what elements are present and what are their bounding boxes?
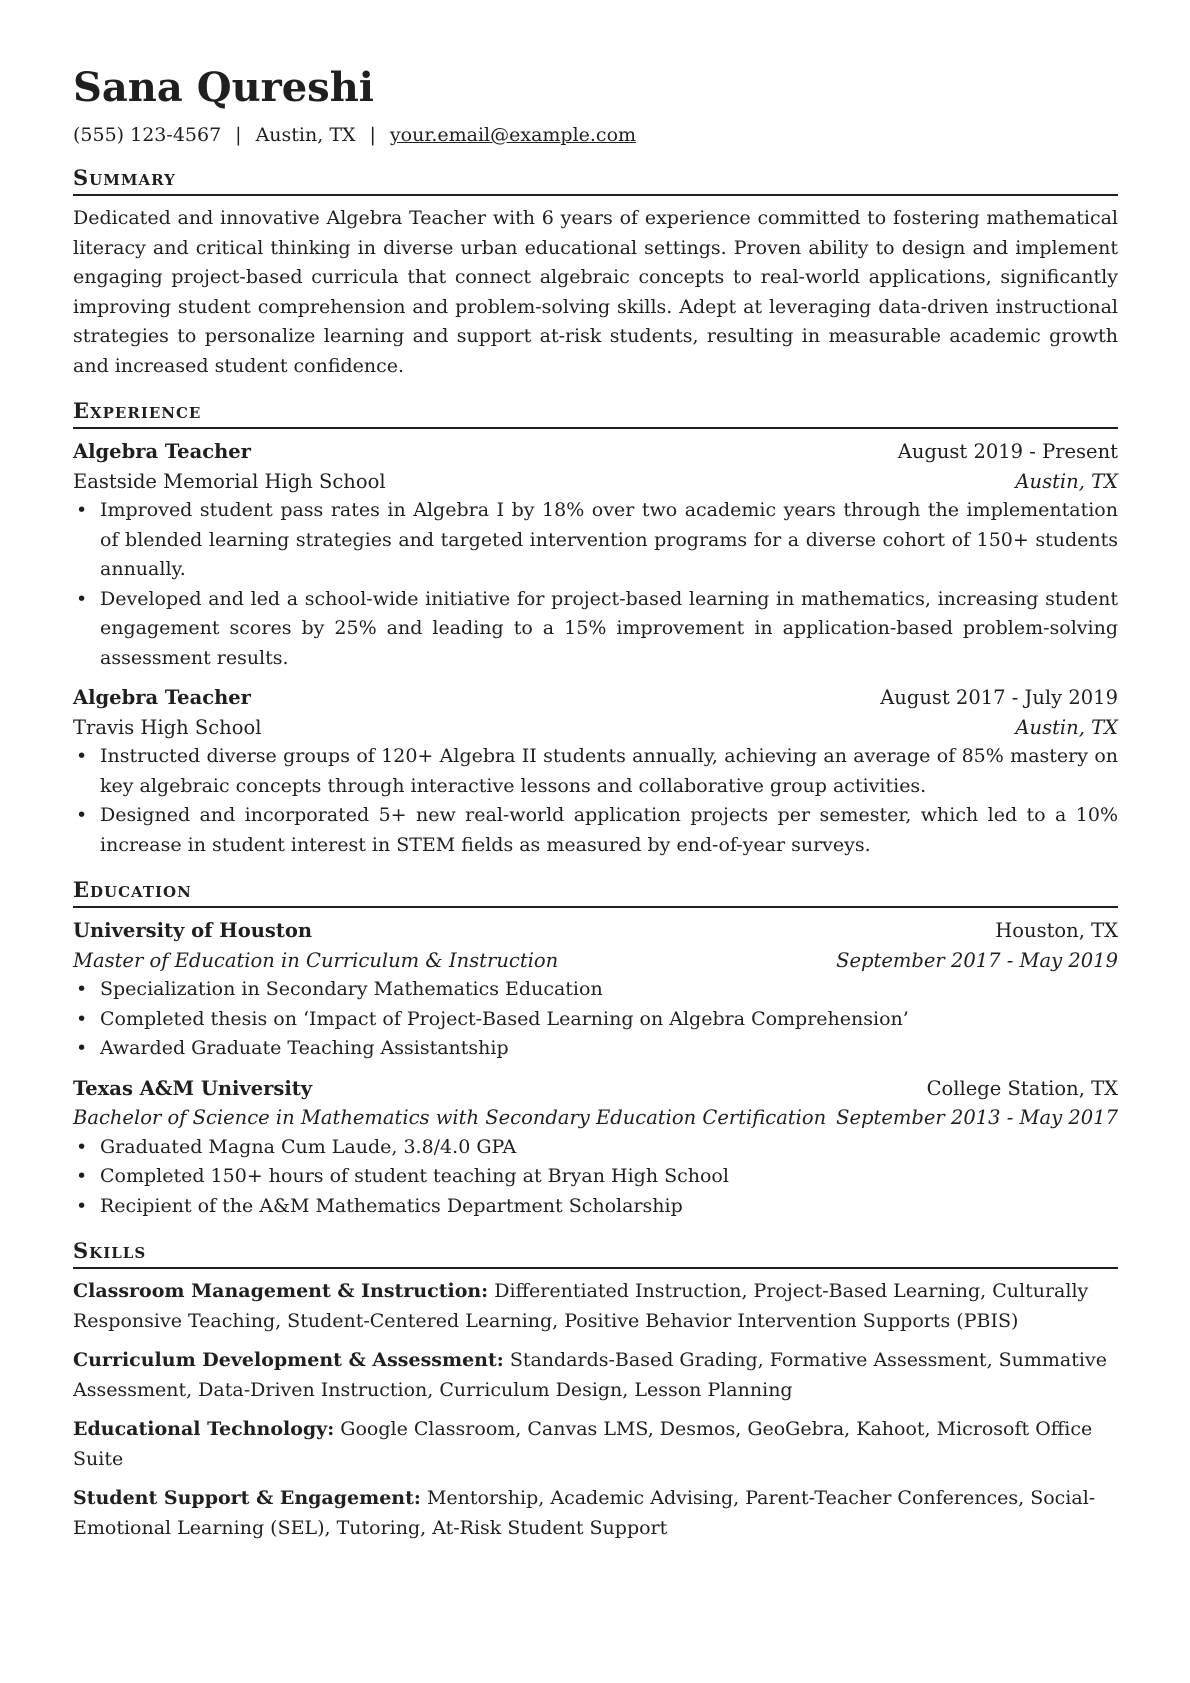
skill-items: Mentorship, Academic Advising, Parent-Teacher Conferences, Social-Emotional Learning (SEL), Tutoring, At-Risk Student Support bbox=[73, 1487, 1096, 1539]
job-location: Austin, TX bbox=[1015, 715, 1118, 739]
degree-name: Bachelor of Science in Mathematics with Secondary Education Certification bbox=[73, 1106, 827, 1129]
bullet-list bbox=[73, 1133, 1118, 1222]
summary-section bbox=[73, 164, 1118, 381]
job-dates: August 2019 - Present bbox=[897, 440, 1118, 463]
bullet-item: • Completed thesis on ‘Impact of Project-Based Learning on Algebra Comprehension’ bbox=[100, 1005, 1118, 1035]
skill-items: Google Classroom, Canvas LMS, Desmos, GeoGebra, Kahoot, Microsoft Office Suite bbox=[73, 1418, 1093, 1470]
bullet-item: • Completed 150+ hours of student teaching at Bryan High School bbox=[100, 1162, 1118, 1192]
job-dates: August 2017 - July 2019 bbox=[880, 686, 1118, 709]
skill-group bbox=[73, 1346, 1118, 1405]
candidate-name: Sana Qureshi bbox=[73, 64, 374, 111]
school-name: University of Houston bbox=[73, 919, 313, 942]
education-dates: September 2013 - May 2017 bbox=[836, 1106, 1118, 1129]
job-location: Austin, TX bbox=[1015, 469, 1118, 493]
education-dates: September 2017 - May 2019 bbox=[836, 948, 1118, 972]
bullet-item: • Instructed diverse groups of 120+ Algebra II students annually, achieving an average of 85% mastery on key algebraic concepts through interactive lessons and collaborative group activities. bbox=[100, 742, 1118, 801]
education-entry bbox=[73, 1074, 1118, 1222]
contact-line bbox=[73, 122, 1118, 148]
school-name: Texas A&M University bbox=[73, 1076, 313, 1100]
bullet-list bbox=[73, 742, 1118, 860]
section-heading: Skills bbox=[73, 1237, 1118, 1269]
experience-section bbox=[73, 397, 1118, 860]
skill-category: Student Support & Engagement: bbox=[73, 1487, 421, 1509]
skill-category: Educational Technology: bbox=[73, 1418, 335, 1440]
experience-entry bbox=[73, 437, 1118, 673]
contact-separator: | bbox=[369, 124, 376, 146]
phone-number: (555) 123-4567 bbox=[73, 124, 222, 146]
section-heading: Experience bbox=[73, 397, 1118, 429]
bullet-item: • Developed and led a school-wide initiative for project-based learning in mathematics, increasing student engagement scores by 25% and leading to a 15% improvement in application-based problem-solving assessment results. bbox=[100, 585, 1118, 674]
bullet-item: • Designed and incorporated 5+ new real-world application projects per semester, which led to a 10% increase in student interest in STEM fields as measured by end-of-year surveys. bbox=[100, 801, 1118, 860]
degree-name: Master of Education in Curriculum & Instruction bbox=[73, 948, 559, 972]
employer-name: Eastside Memorial High School bbox=[73, 469, 386, 493]
job-title: Algebra Teacher bbox=[73, 686, 251, 709]
bullet-item: • Specialization in Secondary Mathematics Education bbox=[100, 975, 1118, 1005]
skill-category: Classroom Management & Instruction: bbox=[73, 1280, 489, 1302]
bullet-list bbox=[73, 496, 1118, 673]
bullet-item: • Recipient of the A&M Mathematics Department Scholarship bbox=[100, 1192, 1118, 1222]
job-title: Algebra Teacher bbox=[73, 440, 251, 463]
skill-category: Curriculum Development & Assessment: bbox=[73, 1349, 504, 1371]
experience-entry bbox=[73, 683, 1118, 860]
section-heading: Education bbox=[73, 876, 1118, 908]
skill-group bbox=[73, 1484, 1118, 1543]
school-location: Houston, TX bbox=[995, 919, 1118, 942]
skill-items: Standards-Based Grading, Formative Assessment, Summative Assessment, Data-Driven Instruction, Curriculum Design, Lesson Planning bbox=[73, 1349, 1107, 1401]
education-entry bbox=[73, 916, 1118, 1064]
summary-text: Dedicated and innovative Algebra Teacher with 6 years of experience committed to fostering mathematical literacy and critical thinking in diverse urban educational settings. Proven ability to design and implement engaging project-based curricula that connect algebraic concepts to real-world applications, significantly improving student comprehension and problem-solving skills. Adept at leveraging data-driven instructional strategies to personalize learning and support at-risk students, resulting in measurable academic growth and increased student confidence. bbox=[73, 207, 1118, 377]
education-section bbox=[73, 876, 1118, 1221]
skill-items: Differentiated Instruction, Project-Based Learning, Culturally Responsive Teaching, Student-Centered Learning, Positive Behavior Intervention Supports (PBIS) bbox=[73, 1280, 1089, 1332]
skill-group bbox=[73, 1277, 1118, 1336]
bullet-item: • Awarded Graduate Teaching Assistantship bbox=[100, 1034, 1118, 1064]
email-link[interactable]: your.email@example.com bbox=[389, 124, 637, 146]
contact-separator: | bbox=[235, 124, 242, 146]
employer-name: Travis High School bbox=[73, 715, 262, 739]
location: Austin, TX bbox=[255, 124, 356, 146]
skills-section bbox=[73, 1237, 1118, 1543]
skill-group bbox=[73, 1415, 1118, 1474]
school-location: College Station, TX bbox=[926, 1076, 1118, 1100]
bullet-list bbox=[73, 975, 1118, 1064]
bullet-item: • Improved student pass rates in Algebra I by 18% over two academic years through the implementation of blended learning strategies and targeted intervention programs for a diverse cohort of 150+ students annually. bbox=[100, 496, 1118, 585]
bullet-item: • Graduated Magna Cum Laude, 3.8/4.0 GPA bbox=[100, 1133, 1118, 1163]
section-heading: Summary bbox=[73, 164, 1118, 196]
